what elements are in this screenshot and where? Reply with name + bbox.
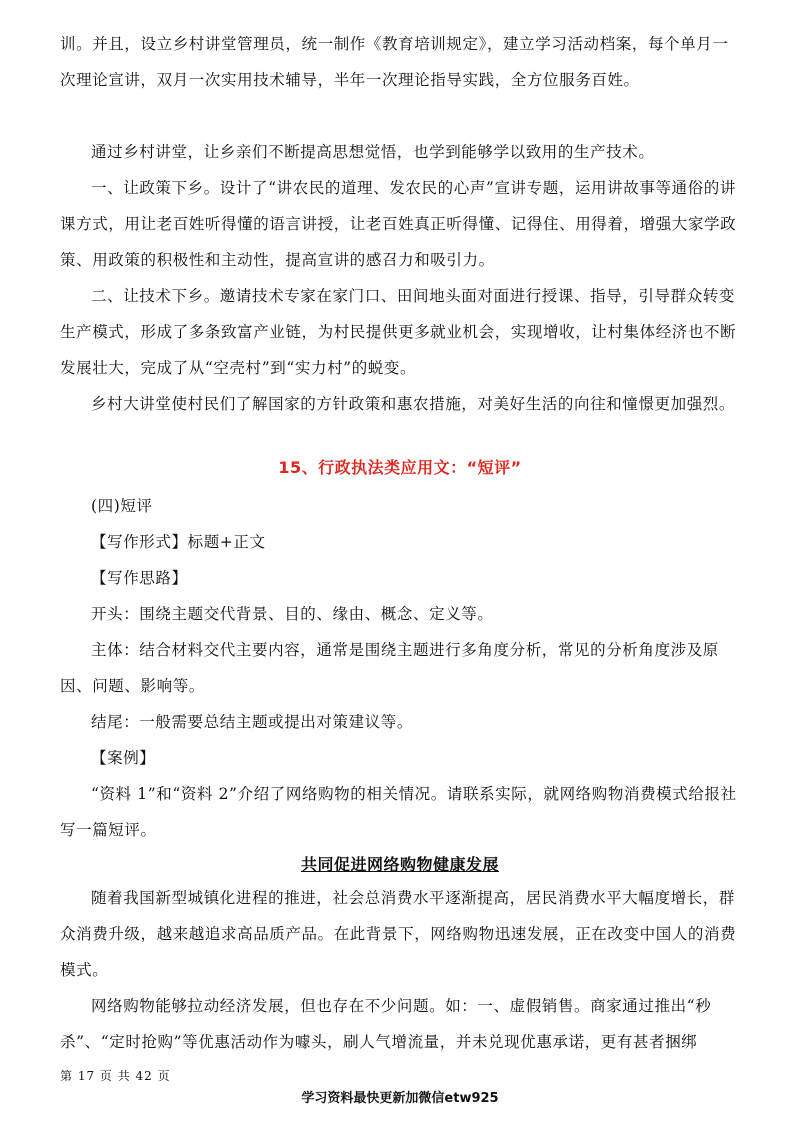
guide-opening: 开头：围绕主题交代背景、目的、缘由、概念、定义等。: [91, 605, 494, 623]
paragraph-management: 训。并且，设立乡村讲堂管理员，统一制作《教育培训规定》，建立学习活动档案，每个单月一次理论宣讲，双月一次实用技术辅导，半年一次理论指导实践，全方位服务百姓。: [60, 35, 729, 89]
paragraph-lecture-effect: 通过乡村讲堂，让乡亲们不断提高思想觉悟，也学到能够学以致用的生产技术。: [91, 143, 655, 161]
guide-writing-approach: 【写作思路】: [91, 569, 188, 587]
page-number: 第 17 页 共 42 页: [60, 1069, 171, 1083]
essay-paragraph-background: 随着我国新型城镇化进程的推进，社会总消费水平逐渐提高，居民消费水平大幅度增长，群众消费升级，越来越追求高品质产品。在此背景下，网络购物迅速发展，正在改变中国人的消费模式。: [60, 889, 737, 979]
guide-case-heading: 【案例】: [91, 749, 156, 767]
section-title: 15、行政执法类应用文：“短评”: [278, 458, 522, 477]
guide-ending: 结尾：一般需要总结主题或提出对策建议等。: [91, 713, 414, 731]
guide-case-prompt: “资料 1”和“资料 2”介绍了网络购物的相关情况。请联系实际，就网络购物消费模式给报社写一篇短评。: [60, 785, 737, 839]
guide-body: 主体：结合材料交代主要内容，通常是围绕主题进行多角度分析，常见的分析角度涉及原因、问题、影响等。: [60, 641, 719, 695]
paragraph-lecture-summary: 乡村大讲堂使村民们了解国家的方针政策和惠农措施，对美好生活的向往和憧憬更加强烈。: [91, 395, 736, 413]
paragraph-policy-to-village: 一、让政策下乡。设计了“讲农民的道理、发农民的心声”宣讲专题，运用讲故事等通俗的讲课方式，用让老百姓听得懂的语言讲授，让老百姓真正听得懂、记得住、用得着，增强大家学政策、用政策的积极性和主动性，提高宣讲的感召力和吸引力。: [60, 179, 737, 269]
guide-writing-form: 【写作形式】标题+正文: [91, 533, 266, 551]
essay-title: 共同促进网络购物健康发展: [300, 855, 499, 874]
essay-paragraph-problems: 网络购物能够拉动经济发展，但也存在不少问题。如：一、虚假销售。商家通过推出“秒杀”、“定时抢购”等优惠活动作为噱头，刷人气增流量，并未兑现优惠承诺，更有甚者捆绑: [60, 997, 712, 1051]
footer-note: 学习资料最快更新加微信etw925: [301, 1091, 499, 1106]
guide-heading-short-comment: (四)短评: [91, 497, 153, 515]
paragraph-technology-to-village: 二、让技术下乡。邀请技术专家在家门口、田间地头面对面进行授课、指导，引导群众转变生产模式，形成了多条致富产业链，为村民提供更多就业机会，实现增收，让村集体经济也不断发展壮大，完成了从“空壳村”到“实力村”的蜕变。: [60, 287, 737, 377]
